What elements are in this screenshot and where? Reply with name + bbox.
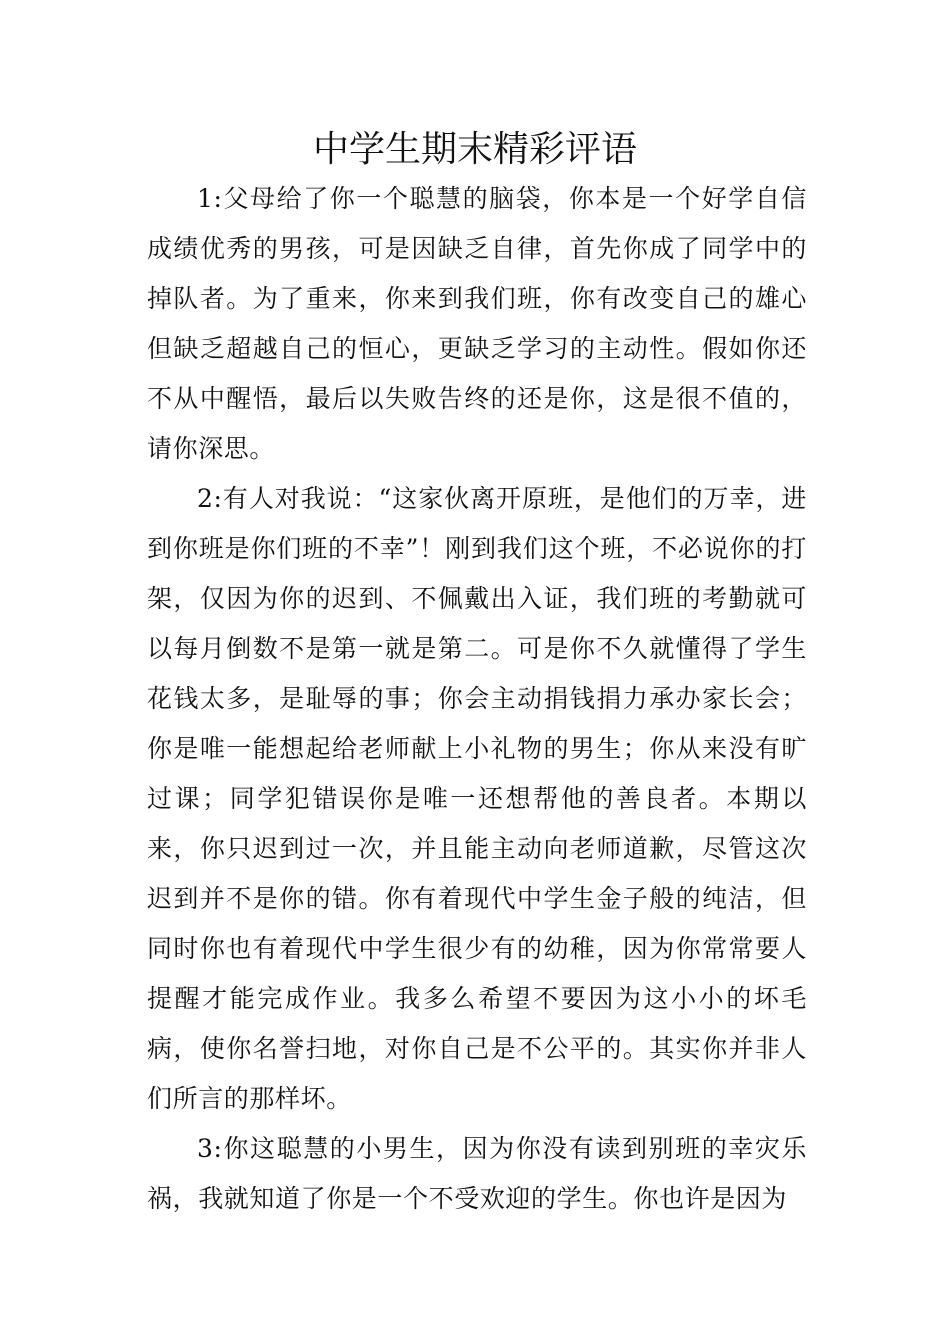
document-title: 中学生期末精彩评语	[312, 129, 637, 170]
document-body	[147, 174, 807, 1224]
comment-paragraph-3: 3:你这聪慧的小男生，因为你没有读到别班的幸灾乐祸，我就知道了你是一个不受欢迎的学生。你也许是因为	[147, 1134, 807, 1213]
comment-paragraph-1: 1:父母给了你一个聪慧的脑袋，你本是一个好学自信成绩优秀的男孩，可是因缺乏自律，首先你成了同学中的掉队者。为了重来，你来到我们班，你有改变自己的雄心但缺乏超越自己的恒心，更缺乏学习的主动性。假如你还不从中醒悟，最后以失败告终的还是你，这是很不值的，请你深思。	[147, 184, 807, 463]
comment-paragraph-2: 2:有人对我说：“这家伙离开原班，是他们的万幸，进到你班是你们班的不幸”！刚到我们这个班，不必说你的打架，仅因为你的迟到、不佩戴出入证，我们班的考勤就可以每月倒数不是第一就是第二。可是你不久就懂得了学生花钱太多，是耻辱的事；你会主动捐钱捐力承办家长会；你是唯一能想起给老师献上小礼物的男生；你从来没有旷过课；同学犯错误你是唯一还想帮他的善良者。本期以来，你只迟到过一次，并且能主动向老师道歉，尽管这次迟到并不是你的错。你有着现代中学生金子般的纯洁，但同时你也有着现代中学生很少有的幼稚，因为你常常要人提醒才能完成作业。我多么希望不要因为这小小的坏毛病，使你名誉扫地，对你自己是不公平的。其实你并非人们所言的那样坏。	[147, 484, 807, 1113]
